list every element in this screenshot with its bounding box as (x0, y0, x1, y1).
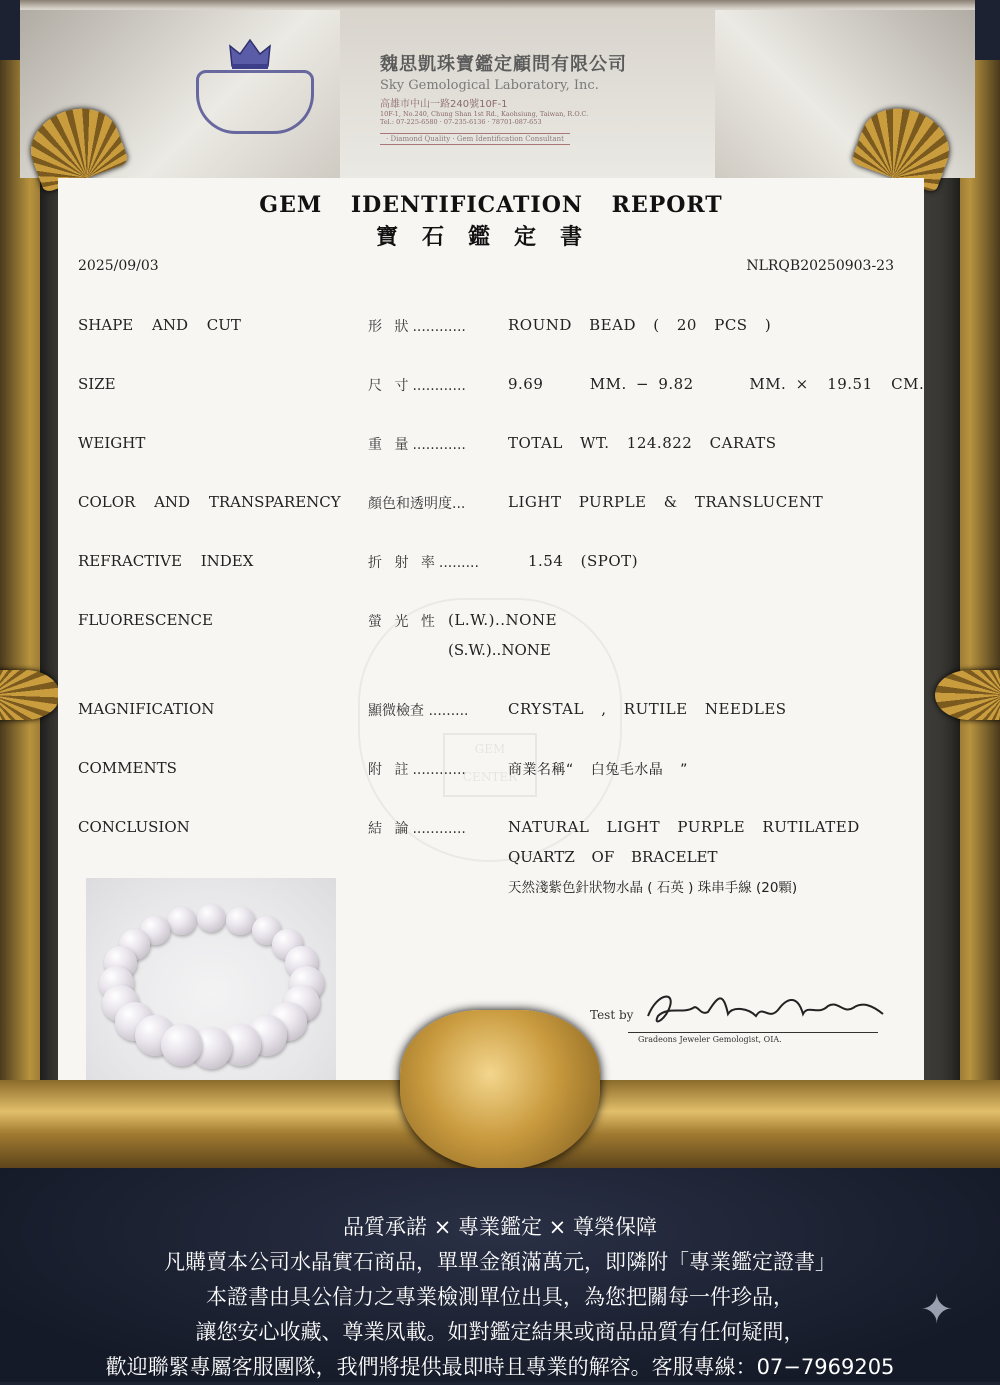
crown-icon (228, 38, 272, 70)
company-phone: Tel.: 07-225-6580 · 07-235-6136 · 78701-087-653 (380, 118, 542, 126)
signature-line (628, 1032, 878, 1033)
field-label-cn: 顯微檢查 ......... (368, 703, 469, 719)
promo-text (0, 1210, 1000, 1385)
sparkle-icon: ✦ (920, 1287, 954, 1333)
field-label: REFRACTIVE INDEX (78, 552, 254, 570)
field-label: SIZE (78, 375, 116, 393)
field-value: LIGHT PURPLE & TRANSLUCENT (508, 493, 824, 511)
field-label-cn: 附 註............ (368, 762, 466, 778)
field-value: (L.W.)..NONE (448, 611, 558, 629)
report-number: NLRQB20250903-23 (746, 258, 894, 274)
field-label-cn: 結 論............ (368, 821, 466, 837)
field-label: COMMENTS (78, 759, 177, 777)
field-label: CONCLUSION (78, 818, 190, 836)
field-label: MAGNIFICATION (78, 700, 215, 718)
report-title-cn: 寶石鑑定書 (375, 225, 606, 250)
field-value: CRYSTAL , RUTILE NEEDLES (508, 700, 787, 718)
test-by-label: Test by (590, 1008, 634, 1022)
field-value-2: (S.W.)..NONE (448, 641, 551, 659)
field-label-cn: 顏色和透明度... (368, 496, 466, 512)
watermark-box: GEM CENTER (443, 733, 537, 797)
bead (226, 907, 254, 935)
bead (197, 904, 225, 932)
shell-ornament-icon (935, 670, 1000, 720)
promo-line: 本證書由具公信力之專業檢測單位出具，為您把關每一件珍品， (206, 1285, 794, 1309)
field-label: COLOR AND TRANSPARENCY (78, 493, 341, 511)
field-label: FLUORESCENCE (78, 611, 213, 629)
company-info (380, 50, 627, 145)
field-value: ROUND BEAD ( 20 PCS ) (508, 316, 772, 334)
field-label-cn: 螢 光 性 (368, 614, 439, 630)
report-title: GEM IDENTIFICATION REPORT (259, 192, 723, 218)
company-name-cn: 魏思凱珠寶鑑定顧問有限公司 (380, 54, 627, 75)
promo-headline: 品質承諾 × 專業鑑定 × 尊榮保障 (343, 1215, 657, 1239)
promo-line: 凡購賣本公司水晶實石商品，單單金額滿萬元，即隣附「專業鑑定證書」 (164, 1250, 836, 1274)
field-value-3: 天然淺紫色針狀物水晶 ( 石英 ) 珠串手線 (20顆) (508, 880, 798, 896)
report-date: 2025/09/03 (78, 258, 159, 274)
field-label-cn: 形 狀............ (368, 319, 466, 335)
field-label-cn: 重 量............ (368, 437, 466, 453)
field-value: TOTAL WT. 124.822 CARATS (508, 434, 777, 452)
field-value: NATURAL LIGHT PURPLE RUTILATED (508, 818, 860, 836)
bead (161, 1024, 203, 1066)
bead (167, 907, 195, 935)
company-address-en: 10F-1, No.240, Chung Shan 1st Rd., Kaohsiung, Taiwan, R.O.C. (380, 110, 589, 118)
company-address-cn: 高雄市中山一路240號10F-1 (380, 99, 508, 110)
signer-title: Gradeons Jeweler Gemologist, OIA. (638, 1035, 782, 1044)
company-name-en: Sky Gemological Laboratory, Inc. (380, 78, 599, 93)
signature-image (638, 986, 918, 1036)
promo-line: 讓您安心收藏、尊業凤載。如對鑑定結果或商品品質有任何疑問， (195, 1320, 805, 1344)
field-label: SHAPE AND CUT (78, 316, 241, 334)
certificate-paper (58, 178, 924, 1098)
promo-line: 歡迎聯緊專屬客服團隊，我們將提供最即時且專業的解容。客服專線：07−7969205 (105, 1355, 895, 1379)
field-label-cn: 尺 寸............ (368, 378, 466, 394)
cartouche-ornament-icon (400, 1010, 600, 1170)
field-value: 商業名稱“ 白兔毛水晶 ” (508, 762, 688, 778)
company-slogan: · Diamond Quality · Gem Identification Consultant (380, 133, 570, 145)
field-value: 1.54 (SPOT) (528, 552, 639, 570)
field-label: WEIGHT (78, 434, 146, 452)
bracelet-photo (86, 878, 336, 1088)
field-value-2: QUARTZ OF BRACELET (508, 848, 718, 866)
field-value: 9.69 MM. − 9.82 MM. × 19.51 CM. (508, 375, 925, 393)
field-label-cn: 折 射 率......... (368, 555, 479, 571)
logo-crest-icon (196, 70, 314, 134)
